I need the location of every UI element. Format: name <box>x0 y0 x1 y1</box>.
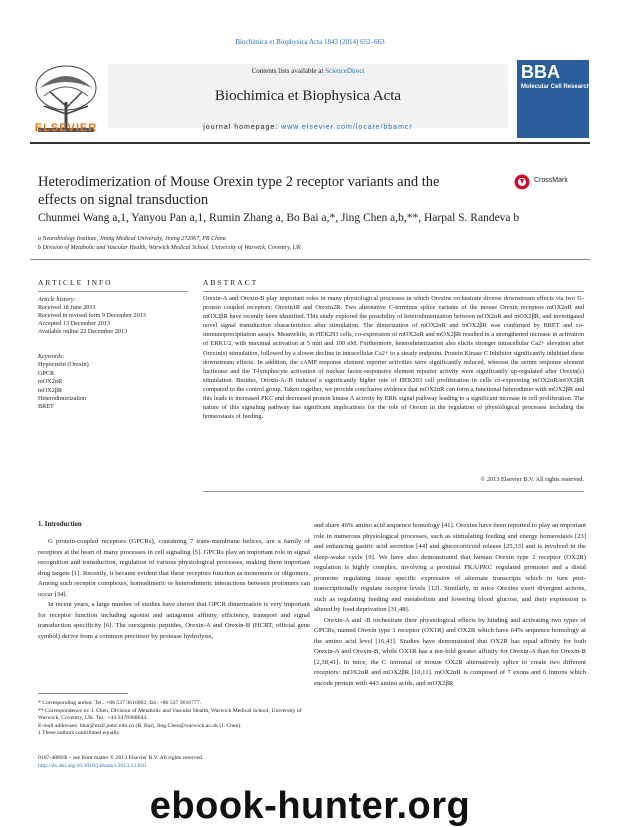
abstract-rule <box>203 291 584 292</box>
history-item: Accepted 13 December 2013 <box>38 320 110 327</box>
keywords <box>38 353 188 412</box>
elsevier-wordmark: ELSEVIER <box>34 122 98 134</box>
cover-subtitle: Molecular Cell Research <box>521 84 591 90</box>
abstract-end-rule <box>203 491 584 492</box>
abstract-text: Orexin-A and Orexin-B play important roles in many physiological processes in which Orexins orchestrate diverse downstream effects via two G-protein coupled receptors: Orexin1R and Orexin2R. Two alternative C-terminus splice variants of the mouse Orexin receptors mOX2αR and mOX2βR have recently been identified. This study explored the possibility of heterodimerization between mOX2αR and mOX2βR, and investigated novel signal transduction characteristics after stimulation. The dimerization of mOX2αR and mOX2βR was confirmed by BRET and co-immunoprecipitation assays. Meanwhile, in HEK293 cells, co-expression of mOX2αR and mOX2βR resulted in a strengthened increase in activation of ERK1/2, with maximal activation at 5 min and 100 nM. Furthermore, heterodimerization also elicits stronger intracellular Ca2+ elevation after Orexin(s) stimulation, followed by a slower decline in intracellular Ca2+ to a steady endpoint. Protein Kinase C Inhibitor significantly inhibited these downstream effects. In addition, the cAMP response element reporter activities were significantly reduced, whereas the serum response element luciferase and the T-lymphocyte activation of nuclear factor-responsive element reporter activity were significantly up-regulated after Orexin(s) stimulation. Besides, Orexin-A/-B induced a significantly higher rate of HEK293 cell proliferation in cells co-expressing mOX2αR/mOX2βR compared to the control group. Taken together, we provide conclusive evidence that mOX2αR can form a functional heterodimer with mOX2βR and this leads to increased PKC and decreased protein kinase A activity by ERK signal pathway leading to a significant increase in cell proliferation. The nature of this signaling pathway has significant implications for the role of Orexin in the regulation of physiological processes including the homeostasis of feeding. <box>203 295 584 421</box>
history-item: Received in revised form 9 December 2013 <box>38 312 146 319</box>
keywords-label: Keywords: <box>38 353 65 360</box>
homepage-prefix: journal homepage: <box>203 124 282 131</box>
keyword: Heterodimerization <box>38 395 87 403</box>
keyword: mOX2βR <box>38 386 63 394</box>
issn-line: 0167-4889/$ – see front matter © 2013 Elsevier B.V. All rights reserved. <box>38 755 204 761</box>
author-list: Chunmei Wang a,1, Yanyou Pan a,1, Rumin Zhang a, Bo Bai a,*, Jing Chen a,b,**, Harpal S. Randeva b <box>38 212 520 224</box>
contents-prefix: Contents lists available at <box>251 67 326 75</box>
footnote: * Corresponding author. Tel.: +86 537 3616002; fax: +86 537 3616777. <box>38 700 202 706</box>
keyword: GPCR <box>38 369 55 377</box>
affiliation-a: a Neurobiology Institute, Jining Medical University, Jining 272067, PR China <box>38 236 226 242</box>
article-title: Heterodimerization of Mouse Orexin type 2 receptor variants and the effects on signal transduction <box>38 174 440 208</box>
history-item: Available online 22 December 2013 <box>38 328 128 335</box>
right-column <box>314 521 586 689</box>
journal-title: Biochimica et Biophysica Acta <box>214 88 402 104</box>
article-info-rule <box>38 291 188 292</box>
keyword: Hypocretin (Orexin) <box>38 361 89 369</box>
footnote: 1 These authors contributed equally. <box>38 730 121 737</box>
cover-title: BBA <box>521 62 560 82</box>
article-history <box>38 296 188 336</box>
doi-link[interactable]: http://dx.doi.org/10.1016/j.bbamcr.2013.12.010 <box>38 762 147 769</box>
crossmark-label[interactable]: CrossMark <box>534 177 568 184</box>
history-item: Received 18 June 2013 <box>38 304 96 311</box>
homepage-link[interactable]: www.elsevier.com/locate/bbamcr <box>281 124 413 131</box>
affiliation-b: b Division of Metabolic and Vascular Health, Warwick Medical School, University of Warwick, Coventry, UK <box>38 245 301 251</box>
abstract-heading: ABSTRACT <box>203 278 259 287</box>
section-heading: 1. Introduction <box>38 521 82 528</box>
paragraph: Orexin-A and -B orchestrate their physiological effects by binding and activating two types of GPCRs, named Orexin type 1 receptor (OX1R) and OX2R which have 64% sequence homology at the amino acid level [16,41]. Studies have demonstrated that OX2R has equal affinity for both Orexin-A and Orexin-B, while OX1R has a ten-fold greater affinity for Orexin-A than for Orexin-B [2,38,41]. In mice, the C terminal of mouse OX2R alternatively splice to create two different receptors: mOX2αR and mOX2βR [10,11]. mOX2αR is composed of 7 exons and 6 introns which encode protein with 443 amino acids, and mOX2βR <box>314 616 586 687</box>
crossmark-icon[interactable] <box>514 174 530 190</box>
header-rule <box>30 142 590 144</box>
keyword: mOX2αR <box>38 378 63 386</box>
watermark: ebook-hunter.org <box>149 785 471 827</box>
article-info-heading: ARTICLE INFO <box>38 278 113 287</box>
homepage-line <box>108 124 508 131</box>
paragraph: and share 46% amino acid sequence homology [41]. Orexins have been reported to play an important role in numerous physiological processes, such as stimulating feeding and energy homeostasis [23] and enhancing gastric acid secretion [44] and glucocorticoid release [25,33] and is involved in the sleep–wake cycle [9]. We have also demonstrated that human Orexin type 2 receptor (OX2R) regulation is highly complex, involving a proximal PKA/PKC regulated promoter and a distal promoter regulating tissue specific expression of alternate transcripts which in turn post-transcriptionally regulate receptor levels [12]. Similarly, in mice Orexins exert divergent actions, such as regulating feeding and metabolism and lowering blood glucose, and their expression is altered by food deprivation [31,48]. <box>314 522 586 613</box>
footnote: E-mail addresses: bbai@mail.jnmc.edu.cn (B. Bai), Jing.Chen@warwick.ac.uk (J. Chen). <box>38 722 242 729</box>
paragraph: G protein-coupled receptors (GPCRs), containing 7 trans-membrane helices, are a family of receptors at the heart of many processes in cell signaling [5]. GPCRs play an important role in signal recognition and transduction, regulation of various physiological processes, making them important drug targets [1]. Recently, it became evident that these receptors function as monomers or oligomers. Among such receptor complexes, homodimeric or heterodimeric interactions between protomers can occur [34]. <box>38 538 310 598</box>
footnote-rule <box>38 693 128 694</box>
author-rule <box>30 259 590 260</box>
sciencedirect-link[interactable]: ScienceDirect <box>325 67 365 75</box>
contents-line <box>108 67 508 75</box>
history-label: Article history: <box>38 296 76 303</box>
journal-citation[interactable]: Biochimica et Biophysica Acta 1843 (2014) 652–663 <box>235 38 385 46</box>
paragraph: In recent years, a large number of studies have shown that GPCR dimerization is very important for receptor function including agonist and antagonist affinity, efficiency, transport and signal transduction specificity [6]. The orexigenic peptides, Orexin-A and Orexin-B (HCRT, official gene symbol) derive from a common precursor by protease hydrolysis, <box>38 601 310 640</box>
front-matter <box>38 755 203 770</box>
keyword: BRET <box>38 403 54 411</box>
left-column <box>38 537 310 642</box>
copyright-notice: © 2013 Elsevier B.V. All rights reserved. <box>480 476 584 483</box>
footnote: ** Correspondence to: J. Chen, Division of Metabolic and Vascular Health, Warwick Medical School, University of Warwick, Coventry, UK. Tel.: +44 2476968643. <box>38 707 302 722</box>
footnotes <box>38 700 310 738</box>
